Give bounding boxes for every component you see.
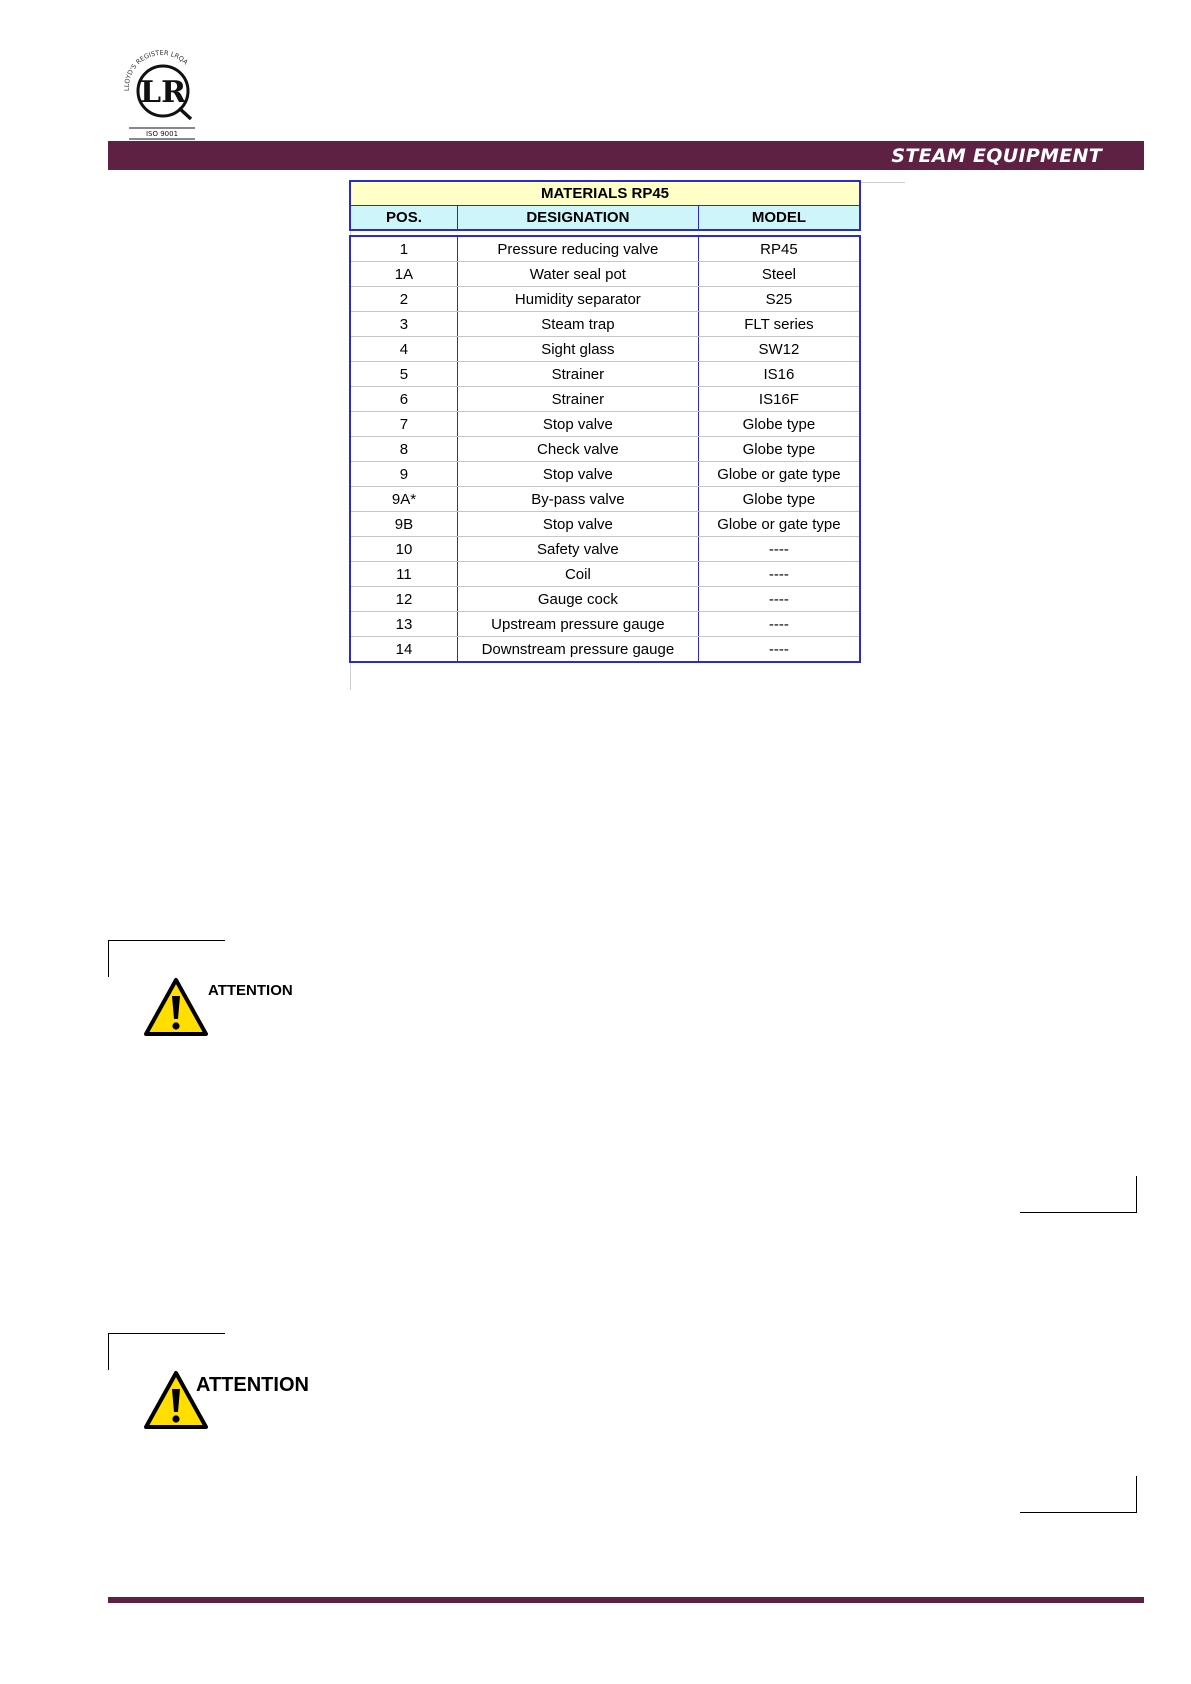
attention-label: ATTENTION xyxy=(208,982,293,999)
cell-model: SW12 xyxy=(698,337,860,362)
table-row xyxy=(350,562,860,587)
table-row xyxy=(350,462,860,487)
cell-model: ---- xyxy=(698,537,860,562)
cell-pos: 6 xyxy=(350,387,457,412)
table-row xyxy=(350,287,860,312)
table-row xyxy=(350,487,860,512)
table-row xyxy=(350,612,860,637)
cell-pos: 4 xyxy=(350,337,457,362)
cell-designation: Coil xyxy=(457,562,698,587)
cell-model: ---- xyxy=(698,562,860,587)
svg-text:LLOYD'S REGISTER LRQA: LLOYD'S REGISTER LRQA xyxy=(122,48,190,92)
cell-designation: Steam trap xyxy=(457,312,698,337)
cell-designation: Strainer xyxy=(457,387,698,412)
cell-model: ---- xyxy=(698,637,860,663)
table-row xyxy=(350,387,860,412)
cell-model: FLT series xyxy=(698,312,860,337)
table-row xyxy=(350,312,860,337)
cell-pos: 2 xyxy=(350,287,457,312)
cell-designation: Stop valve xyxy=(457,512,698,537)
cell-model: Globe type xyxy=(698,412,860,437)
cell-pos: 14 xyxy=(350,637,457,663)
cell-pos: 11 xyxy=(350,562,457,587)
cell-model: ---- xyxy=(698,587,860,612)
cell-designation: Downstream pressure gauge xyxy=(457,637,698,663)
header-title: STEAM EQUIPMENT xyxy=(891,145,1102,167)
cell-designation: Pressure reducing valve xyxy=(457,236,698,262)
column-header-pos: POS. xyxy=(350,206,457,231)
cell-pos: 7 xyxy=(350,412,457,437)
notice-frame-corner xyxy=(108,1333,225,1370)
table-row xyxy=(350,412,860,437)
cell-model: Globe or gate type xyxy=(698,512,860,537)
table-row xyxy=(350,537,860,562)
column-header-model: MODEL xyxy=(698,206,860,231)
cell-model: Globe type xyxy=(698,487,860,512)
table-row xyxy=(350,236,860,262)
cell-pos: 9A* xyxy=(350,487,457,512)
cell-pos: 10 xyxy=(350,537,457,562)
cell-pos: 1 xyxy=(350,236,457,262)
table-row xyxy=(350,587,860,612)
cell-designation: Strainer xyxy=(457,362,698,387)
table-row xyxy=(350,337,860,362)
cell-model: IS16F xyxy=(698,387,860,412)
cell-designation: Stop valve xyxy=(457,462,698,487)
cell-pos: 12 xyxy=(350,587,457,612)
notice-frame-corner xyxy=(1020,1176,1137,1213)
cell-pos: 8 xyxy=(350,437,457,462)
table-title: MATERIALS RP45 xyxy=(350,181,860,206)
cell-designation: Safety valve xyxy=(457,537,698,562)
table-row xyxy=(350,262,860,287)
cell-pos: 9 xyxy=(350,462,457,487)
cell-designation: Gauge cock xyxy=(457,587,698,612)
table-row xyxy=(350,637,860,663)
cell-designation: Humidity separator xyxy=(457,287,698,312)
cell-designation: Check valve xyxy=(457,437,698,462)
cell-model: IS16 xyxy=(698,362,860,387)
materials-table-body xyxy=(349,235,861,663)
cell-model: Globe or gate type xyxy=(698,462,860,487)
cell-pos: 9B xyxy=(350,512,457,537)
cell-pos: 1A xyxy=(350,262,457,287)
notice-frame-corner xyxy=(1020,1476,1137,1513)
cell-designation: Sight glass xyxy=(457,337,698,362)
cell-pos: 13 xyxy=(350,612,457,637)
table-row xyxy=(350,512,860,537)
header-band xyxy=(108,141,1144,170)
materials-table-header xyxy=(349,180,861,231)
svg-text:ISO 9001: ISO 9001 xyxy=(145,130,179,138)
cell-model: RP45 xyxy=(698,236,860,262)
svg-text:LR: LR xyxy=(139,75,187,110)
lrqa-iso-logo xyxy=(115,45,210,140)
cell-designation: Upstream pressure gauge xyxy=(457,612,698,637)
footer-band xyxy=(108,1597,1144,1603)
table-row xyxy=(350,437,860,462)
attention-label: ATTENTION xyxy=(196,1374,309,1396)
cell-model: Steel xyxy=(698,262,860,287)
cell-model: ---- xyxy=(698,612,860,637)
column-header-designation: DESIGNATION xyxy=(457,206,698,231)
warning-triangle-icon xyxy=(143,977,209,1037)
cell-model: S25 xyxy=(698,287,860,312)
cell-pos: 5 xyxy=(350,362,457,387)
cell-pos: 3 xyxy=(350,312,457,337)
cell-designation: Stop valve xyxy=(457,412,698,437)
cell-model: Globe type xyxy=(698,437,860,462)
table-row xyxy=(350,362,860,387)
notice-frame-corner xyxy=(108,940,225,977)
cell-designation: By-pass valve xyxy=(457,487,698,512)
cell-designation: Water seal pot xyxy=(457,262,698,287)
